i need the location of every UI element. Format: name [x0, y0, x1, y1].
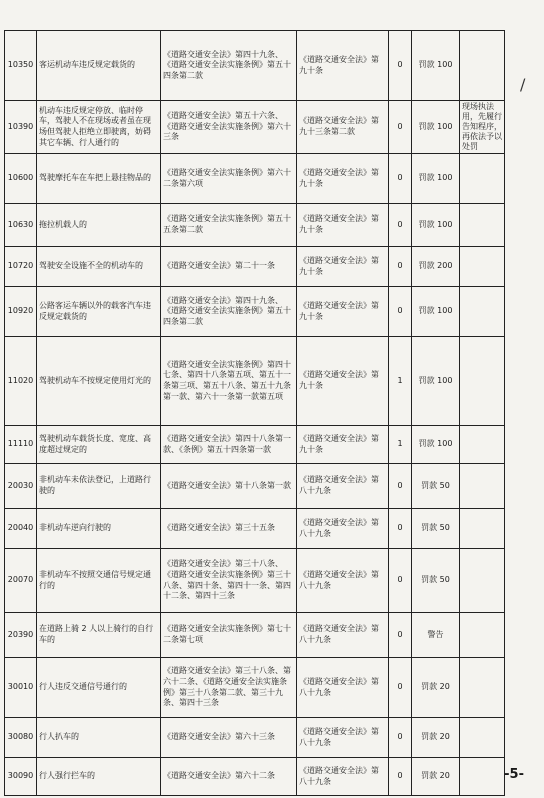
table-row: [5, 758, 505, 796]
page-number: -5-: [504, 767, 524, 782]
demerit-points: 0: [389, 464, 412, 509]
violation-description: 非机动车不按照交通信号规定通行的: [37, 549, 161, 613]
violation-description: 拖拉机载人的: [37, 204, 161, 247]
remark: [460, 758, 505, 796]
table-row: [5, 31, 505, 101]
penalty-amount: 罚款 100: [412, 204, 460, 247]
violation-code: 10390: [5, 101, 37, 154]
remark: [460, 549, 505, 613]
violation-description: 机动车违反规定停放、临时停车，驾驶人不在现场或者虽在现场但驾驶人拒绝立即驶离，妨碍其它车辆、行人通行的: [37, 101, 161, 154]
demerit-points: 0: [389, 247, 412, 287]
demerit-points: 0: [389, 509, 412, 549]
violation-description: 行人扒车的: [37, 718, 161, 758]
violation-code: 20390: [5, 613, 37, 658]
remark: [460, 509, 505, 549]
violation-description: 客运机动车违反规定载货的: [37, 31, 161, 101]
table-row: [5, 154, 505, 204]
penalty-article: 《道路交通安全法》第九十条: [297, 204, 389, 247]
legal-basis: 《道路交通安全法》第五十六条、《道路交通安全法实施条例》第六十三条: [161, 101, 297, 154]
violation-code: 30090: [5, 758, 37, 796]
penalty-amount: 罚款 100: [412, 287, 460, 337]
legal-basis: 《道路交通安全法实施条例》第四十七条、第四十八条第五项、第五十一条第三项、第五十八条、第五十九条第一款、第六十一条第一款第五项: [161, 337, 297, 426]
violation-description: 非机动车逆向行驶的: [37, 509, 161, 549]
demerit-points: 0: [389, 101, 412, 154]
penalty-amount: 警告: [412, 613, 460, 658]
demerit-points: 0: [389, 154, 412, 204]
violation-description: 行人强行拦车的: [37, 758, 161, 796]
legal-basis: 《道路交通安全法》第三十八条、第六十二条、《道路交通安全法实施条例》第三十八条第二款、第三十九条、第四十三条: [161, 658, 297, 718]
violation-code: 11020: [5, 337, 37, 426]
table-row: [5, 204, 505, 247]
remark: [460, 658, 505, 718]
remark: [460, 718, 505, 758]
violation-description: 公路客运车辆以外的载客汽车违反规定载货的: [37, 287, 161, 337]
table-row: [5, 718, 505, 758]
table-row: [5, 549, 505, 613]
table-row: [5, 337, 505, 426]
penalty-amount: 罚款 20: [412, 718, 460, 758]
violation-code: 10600: [5, 154, 37, 204]
violation-code: 10630: [5, 204, 37, 247]
violation-description: 在道路上骑 2 人以上骑行的自行车的: [37, 613, 161, 658]
remark: [460, 247, 505, 287]
violation-code: 10350: [5, 31, 37, 101]
penalty-amount: 罚款 50: [412, 549, 460, 613]
demerit-points: 0: [389, 718, 412, 758]
remark: [460, 464, 505, 509]
remark: [460, 204, 505, 247]
penalty-article: 《道路交通安全法》第八十九条: [297, 549, 389, 613]
remark: [460, 613, 505, 658]
penalty-amount: 罚款 100: [412, 426, 460, 464]
demerit-points: 0: [389, 31, 412, 101]
penalty-amount: 罚款 100: [412, 101, 460, 154]
legal-basis: 《道路交通安全法》第四十九条、《道路交通安全法实施条例》第五十四条第二款: [161, 287, 297, 337]
table-row: [5, 509, 505, 549]
table-row: [5, 101, 505, 154]
penalty-article: 《道路交通安全法》第八十九条: [297, 718, 389, 758]
penalty-article: 《道路交通安全法》第八十九条: [297, 658, 389, 718]
table-row: [5, 426, 505, 464]
penalty-amount: 罚款 100: [412, 31, 460, 101]
penalty-amount: 罚款 20: [412, 758, 460, 796]
penalty-article: 《道路交通安全法》第九十条: [297, 247, 389, 287]
penalty-article: 《道路交通安全法》第九十条: [297, 154, 389, 204]
legal-basis: 《道路交通安全法》第六十二条: [161, 758, 297, 796]
penalty-amount: 罚款 100: [412, 154, 460, 204]
violation-code: 11110: [5, 426, 37, 464]
demerit-points: 0: [389, 758, 412, 796]
legal-basis: 《道路交通安全法》第三十八条、《道路交通安全法实施条例》第三十八条、第四十条、第四十一条、第四十二条、第四十三条: [161, 549, 297, 613]
legal-basis: 《道路交通安全法》第二十一条: [161, 247, 297, 287]
violation-code: 30080: [5, 718, 37, 758]
legal-basis: 《道路交通安全法》第六十三条: [161, 718, 297, 758]
violation-description: 非机动车未依法登记，上道路行驶的: [37, 464, 161, 509]
remark: [460, 337, 505, 426]
violation-code: 30010: [5, 658, 37, 718]
handwritten-mark: /: [520, 75, 526, 94]
demerit-points: 0: [389, 549, 412, 613]
legal-basis: 《道路交通安全法实施条例》第七十二条第七项: [161, 613, 297, 658]
violation-description: 驾驶安全设施不全的机动车的: [37, 247, 161, 287]
violation-description: 驾驶摩托车在车把上悬挂物品的: [37, 154, 161, 204]
penalty-amount: 罚款 50: [412, 509, 460, 549]
violation-code: 10920: [5, 287, 37, 337]
demerit-points: 0: [389, 287, 412, 337]
legal-basis: 《道路交通安全法》第十八条第一款: [161, 464, 297, 509]
remark: [460, 154, 505, 204]
violation-code: 10720: [5, 247, 37, 287]
table-row: [5, 464, 505, 509]
penalty-amount: 罚款 50: [412, 464, 460, 509]
demerit-points: 1: [389, 337, 412, 426]
penalty-article: 《道路交通安全法》第八十九条: [297, 613, 389, 658]
demerit-points: 0: [389, 658, 412, 718]
penalty-article: 《道路交通安全法》第九十条: [297, 426, 389, 464]
legal-basis: 《道路交通安全法实施条例》第六十二条第六项: [161, 154, 297, 204]
violation-table: [4, 30, 505, 796]
demerit-points: 0: [389, 204, 412, 247]
demerit-points: 0: [389, 613, 412, 658]
penalty-article: 《道路交通安全法》第九十条: [297, 287, 389, 337]
penalty-article: 《道路交通安全法》第九十条: [297, 31, 389, 101]
penalty-amount: 罚款 100: [412, 337, 460, 426]
penalty-amount: 罚款 200: [412, 247, 460, 287]
legal-basis: 《道路交通安全法》第三十五条: [161, 509, 297, 549]
violation-code: 20070: [5, 549, 37, 613]
violation-code: 20030: [5, 464, 37, 509]
remark: 现场执法用，先履行告知程序，再依法予以处罚: [460, 101, 505, 154]
penalty-article: 《道路交通安全法》第九十三条第二款: [297, 101, 389, 154]
penalty-article: 《道路交通安全法》第八十九条: [297, 509, 389, 549]
remark: [460, 287, 505, 337]
legal-basis: 《道路交通安全法》第四十九条、《道路交通安全法实施条例》第五十四条第二款: [161, 31, 297, 101]
legal-basis: 《道路交通安全法实施条例》第五十五条第二款: [161, 204, 297, 247]
table-row: [5, 613, 505, 658]
remark: [460, 31, 505, 101]
table-row: [5, 658, 505, 718]
demerit-points: 1: [389, 426, 412, 464]
violation-description: 驾驶机动车不按规定使用灯光的: [37, 337, 161, 426]
remark: [460, 426, 505, 464]
penalty-article: 《道路交通安全法》第九十条: [297, 337, 389, 426]
penalty-article: 《道路交通安全法》第八十九条: [297, 464, 389, 509]
penalty-amount: 罚款 20: [412, 658, 460, 718]
violation-description: 行人违反交通信号通行的: [37, 658, 161, 718]
table-row: [5, 247, 505, 287]
violation-description: 驾驶机动车载货长度、宽度、高度超过规定的: [37, 426, 161, 464]
violation-code: 20040: [5, 509, 37, 549]
legal-basis: 《道路交通安全法》第四十八条第一款、《条例》第五十四条第一款: [161, 426, 297, 464]
table-row: [5, 287, 505, 337]
penalty-article: 《道路交通安全法》第八十九条: [297, 758, 389, 796]
